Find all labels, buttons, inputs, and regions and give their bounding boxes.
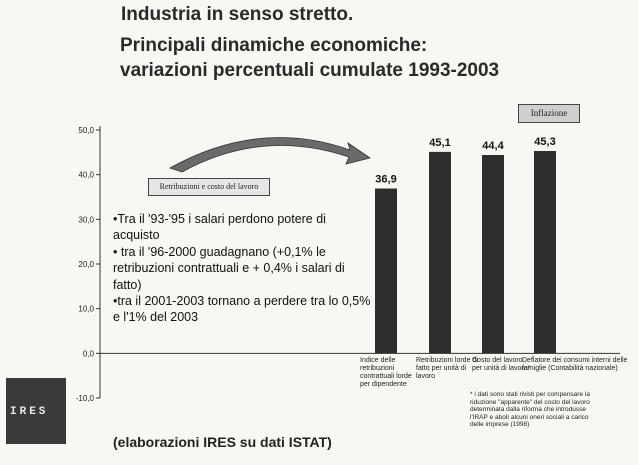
y-tick-label: 10,0 (78, 304, 94, 314)
y-tick-label: 30,0 (78, 215, 94, 225)
data-label: 45,3 (534, 135, 556, 148)
x-tick-label: Retribuzioni lorde di fatto per unità di lavoro (416, 357, 478, 380)
bullet-list (113, 211, 371, 326)
footnote: * i dati sono stati rivisti per compensare la riduzione "apparente" del costo del lavoro determinata dalla riforma che introdusse l'IRAP e abolì alcuni oneri sociali a carico delle imprese (1998) (470, 391, 590, 429)
bar (482, 155, 504, 353)
y-tick-label: 50,0 (78, 126, 94, 135)
retribuzioni-label: Retribuzioni e costo del lavoro (148, 178, 270, 196)
ires-logo (6, 378, 66, 444)
logo-text: IRES (10, 406, 49, 418)
slide-title: Industria in senso stretto. (121, 4, 354, 25)
y-tick-label: -10,0 (75, 394, 94, 403)
bullet-item: • tra il '96-2000 guadagnano (+0,1% le retribuzioni contrattuali e + 0,4% i salari di fatto) (113, 244, 345, 292)
curved-arrow-icon (170, 138, 370, 172)
bullet-item: •tra il 2001-2003 tornano a perdere tra lo 0,5% e l'1% del 2003 (113, 294, 371, 325)
bar (375, 189, 397, 354)
bar (429, 152, 451, 353)
data-label: 45,1 (429, 136, 451, 149)
bar (534, 151, 556, 353)
x-tick-label: Costo del lavoro per unità di lavoro* (472, 357, 531, 372)
x-tick-label: Indice delle retribuzioni contrattuali lorde per dipendente (360, 357, 412, 388)
bars (375, 136, 556, 353)
data-label: 44,4 (482, 140, 504, 153)
y-tick-label: 0,0 (82, 349, 94, 359)
y-tick-label: 20,0 (78, 260, 94, 269)
source-note: (elaborazioni IRES su dati ISTAT) (113, 434, 332, 450)
y-tick-label: 40,0 (78, 170, 94, 180)
slide-subtitle-1: Principali dinamiche economiche: (120, 35, 428, 56)
inflazione-label: Inflazione (518, 104, 580, 123)
x-tick-label: Deflatore dei consumi interni delle famiglie (Contabilità nazionale) (522, 357, 628, 372)
data-label: 36,9 (375, 173, 397, 186)
bullet-item: •Tra il '93-'95 i salari perdono potere di acquisto (113, 212, 326, 243)
slide-subtitle-2: variazioni percentuali cumulate 1993-2003 (120, 60, 500, 81)
